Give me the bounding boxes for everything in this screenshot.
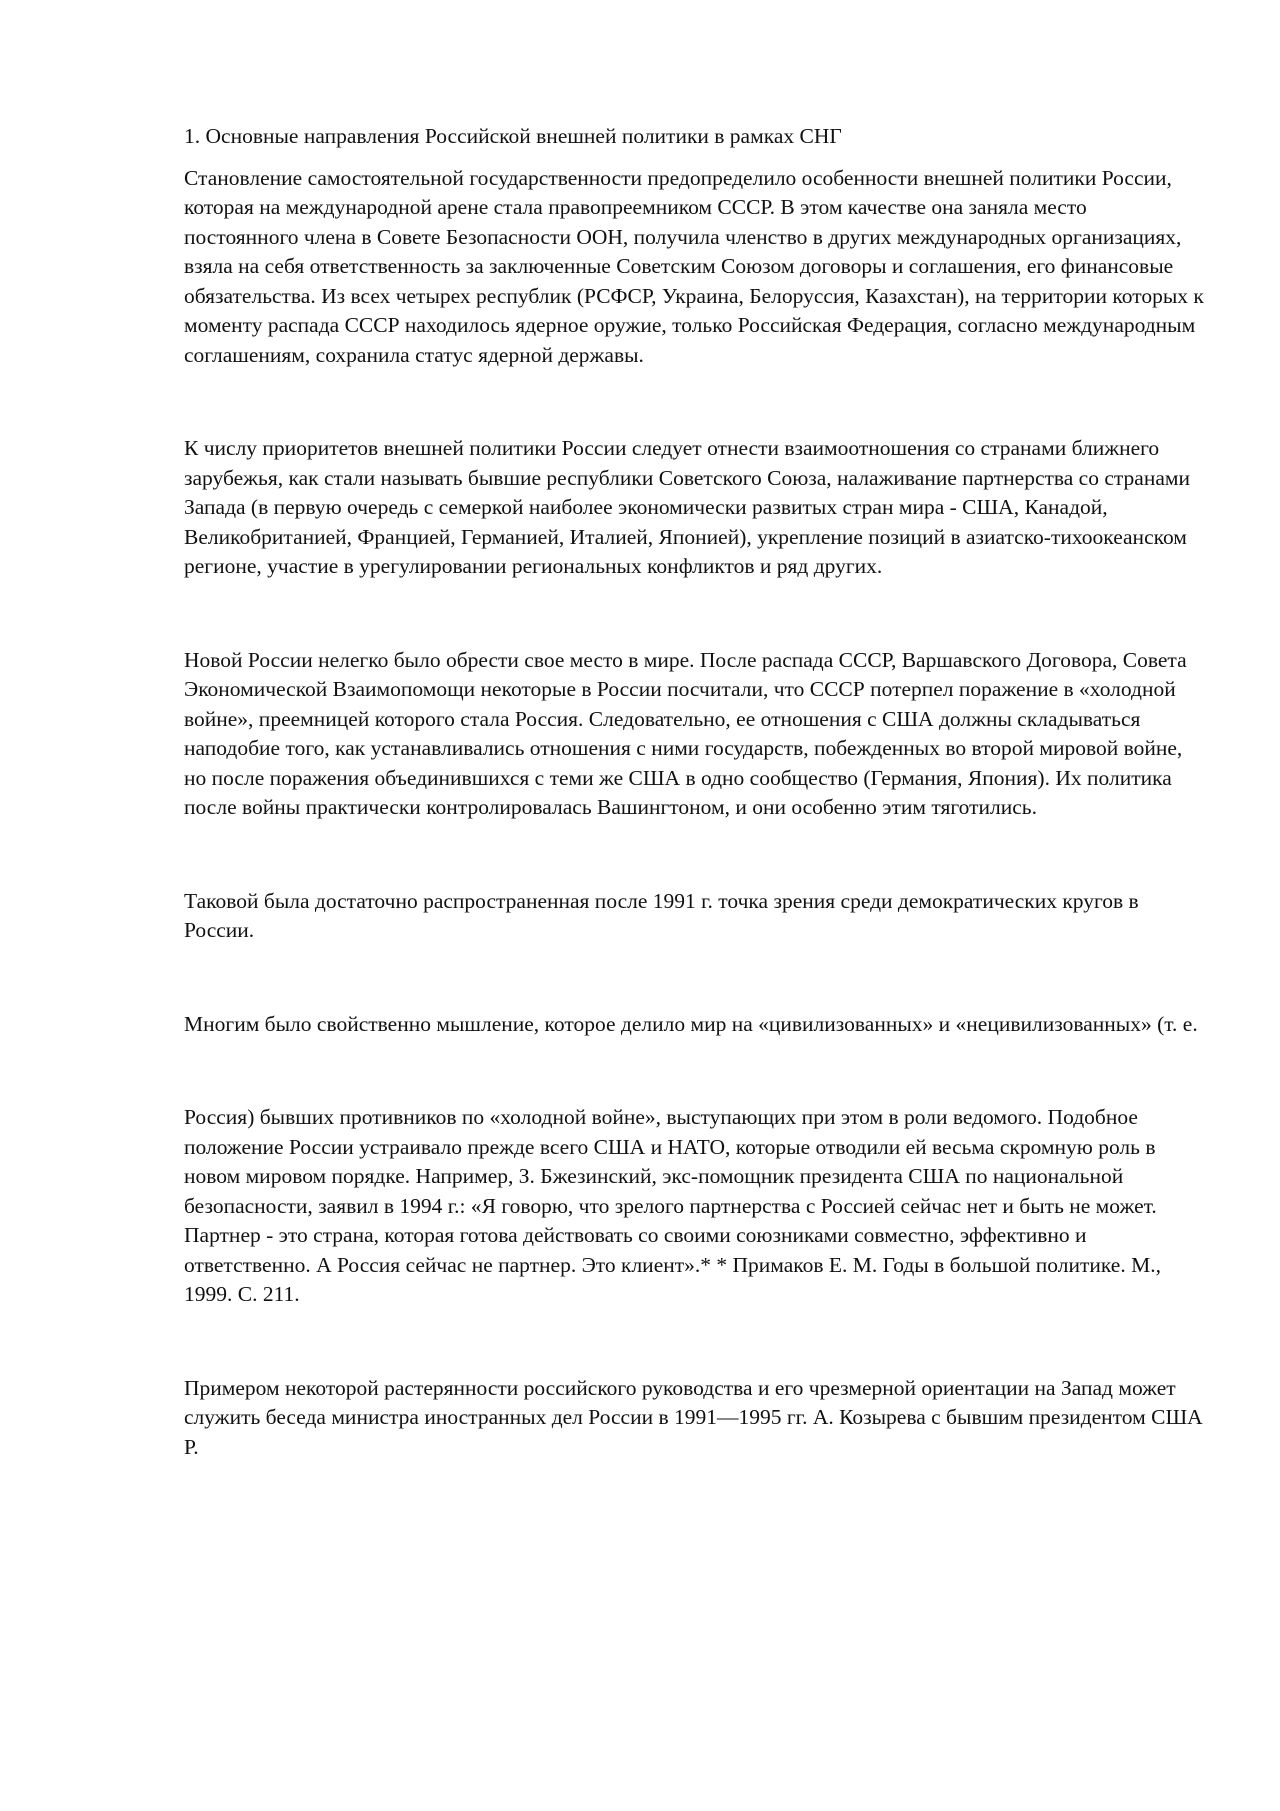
paragraph-thinking: Многим было свойственно мышление, которое делило мир на «цивилизованных» и «нецивилизованных» (т. е.	[184, 1011, 1198, 1036]
document-body	[184, 122, 1204, 1462]
paragraph-statehood: Становление самостоятельной государственности предопределило особенности внешней политики России, которая на международной арене стала правопреемником СССР. В этом качестве она заняла место постоянного члена в Совете Безопасности ООН, получила членство в других международных организациях, взяла на себя ответственность за заключенные Советским Союзом договоры и соглашения, его финансовые обязательства. Из всех четырех республик (РСФСР, Украина, Белоруссия, Казахстан), на территории которых к моменту распада СССР находилось ядерное оружие, только Российская Федерация, согласно международным соглашениям, сохранила статус ядерной державы.	[184, 165, 1204, 367]
paragraph-priorities: К числу приоритетов внешней политики России следует отнести взаимоотношения со странами ближнего зарубежья, как стали называть бывшие республики Советского Союза, налаживание партнерства со странами Запада (в первую очередь с семеркой наиболее экономически развитых стран мира - США, Канадой, Великобританией, Францией, Германией, Италией, Японией), укрепление позиций в азиатско-тихоокеанском регионе, участие в урегулировании региональных конфликтов и ряд других.	[184, 436, 1191, 578]
paragraph-kozyrev: Примером некоторой растерянности российского руководства и его чрезмерной ориентации на Запад может служить беседа министра иностранных дел России в 1991—1995 гг. А. Козырева с бывшим президентом США Р.	[184, 1375, 1203, 1459]
paragraph-viewpoint: Таковой была достаточно распространенная после 1991 г. точка зрения среди демократических кругов в России.	[184, 888, 1139, 942]
document-heading: 1. Основные направления Российской внешней политики в рамках СНГ	[184, 124, 842, 148]
paragraph-brzezinski: Россия) бывших противников по «холодной войне», выступающих при этом в роли ведомого. Подобное положение России устраивало прежде всего США и НАТО, которые отводили ей весьма скромную роль в новом мировом порядке. Например, З. Бжезинский, экс-помощник президента США по национальной безопасности, заявил в 1994 г.: «Я говорю, что зрелого партнерства с Россией сейчас нет и быть не может. Партнер - это страна, которая готова действовать со своими союзниками совместно, эффективно и ответственно. А Россия сейчас не партнер. Это клиент».* * Примаков Е. М. Годы в большой политике. М., 1999. С. 211.	[184, 1105, 1161, 1306]
paragraph-new-russia: Новой России нелегко было обрести свое место в мире. После распада СССР, Варшавского Договора, Совета Экономической Взаимопомощи некоторые в России посчитали, что СССР потерпел поражение в «холодной войне», преемницей которого стала Россия. Следовательно, ее отношения с США должны складываться наподобие того, как устанавливались отношения с ними государств, побежденных во второй мировой войне, но после поражения объединившихся с теми же США в одно сообщество (Германия, Япония). Их политика после войны практически контролировалась Вашингтоном, и они особенно этим тяготились.	[184, 647, 1187, 819]
